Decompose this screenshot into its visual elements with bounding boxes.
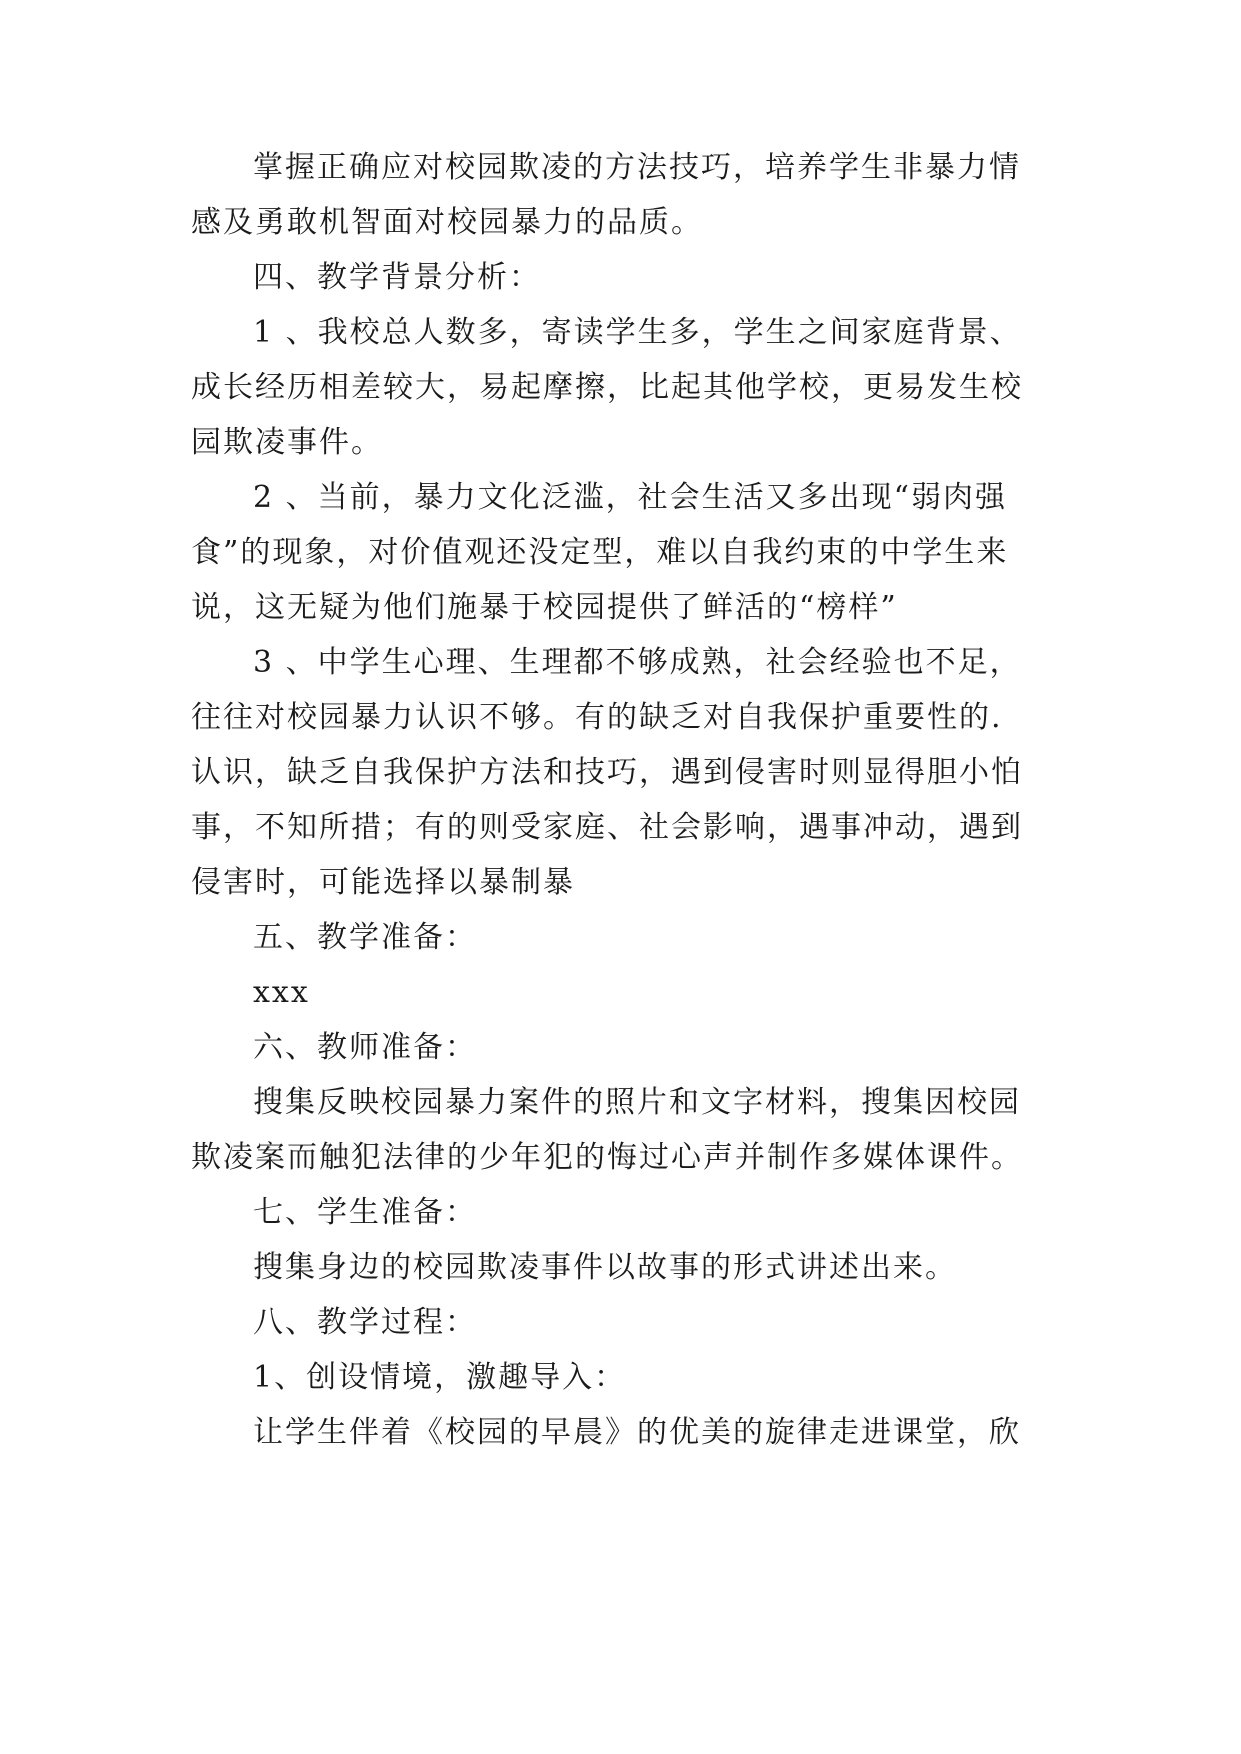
paragraph-line: 3 、中学生心理、生理都不够成熟，社会经验也不足，	[253, 645, 1022, 680]
paragraph-line: 说，这无疑为他们施暴于校园提供了鲜活的“榜样”	[191, 590, 898, 625]
paragraph-line: 2 、当前，暴力文化泛滥，社会生活又多出现“弱肉强	[253, 480, 1007, 515]
paragraph-line: 掌握正确应对校园欺凌的方法技巧，培养学生非暴力情	[253, 150, 1021, 185]
paragraph-line: 侵害时，可能选择以暴制暴	[191, 865, 575, 900]
paragraph-line: 认识，缺乏自我保护方法和技巧，遇到侵害时则显得胆小怕	[191, 755, 1023, 790]
section-heading: 七、学生准备：	[253, 1195, 477, 1230]
section-heading: 六、教师准备：	[253, 1030, 477, 1065]
subsection-heading: 1、创设情境，激趣导入：	[253, 1360, 627, 1395]
paragraph-line: 成长经历相差较大，易起摩擦，比起其他学校，更易发生校	[191, 370, 1023, 405]
paragraph-line: 往往对校园暴力认识不够。有的缺乏对自我保护重要性的.	[191, 700, 1003, 735]
paragraph-line: 食”的现象，对价值观还没定型，难以自我约束的中学生来	[191, 535, 1009, 570]
paragraph-line: 让学生伴着《校园的早晨》的优美的旋律走进课堂，欣	[253, 1415, 1021, 1450]
section-heading: 五、教学准备：	[253, 920, 477, 955]
paragraph-line: xxx	[253, 975, 310, 1010]
paragraph-line: 1 、我校总人数多，寄读学生多，学生之间家庭背景、	[253, 315, 1022, 350]
paragraph-line: 事，不知所措；有的则受家庭、社会影响，遇事冲动，遇到	[191, 810, 1023, 845]
paragraph-line: 欺凌案而触犯法律的少年犯的悔过心声并制作多媒体课件。	[191, 1140, 1023, 1175]
section-heading: 八、教学过程：	[253, 1305, 477, 1340]
paragraph-line: 搜集反映校园暴力案件的照片和文字材料，搜集因校园	[253, 1085, 1021, 1120]
paragraph-line: 园欺凌事件。	[191, 425, 383, 460]
paragraph-line: 感及勇敢机智面对校园暴力的品质。	[191, 205, 703, 240]
paragraph-line: 搜集身边的校园欺凌事件以故事的形式讲述出来。	[253, 1250, 957, 1285]
section-heading: 四、教学背景分析：	[253, 260, 541, 295]
